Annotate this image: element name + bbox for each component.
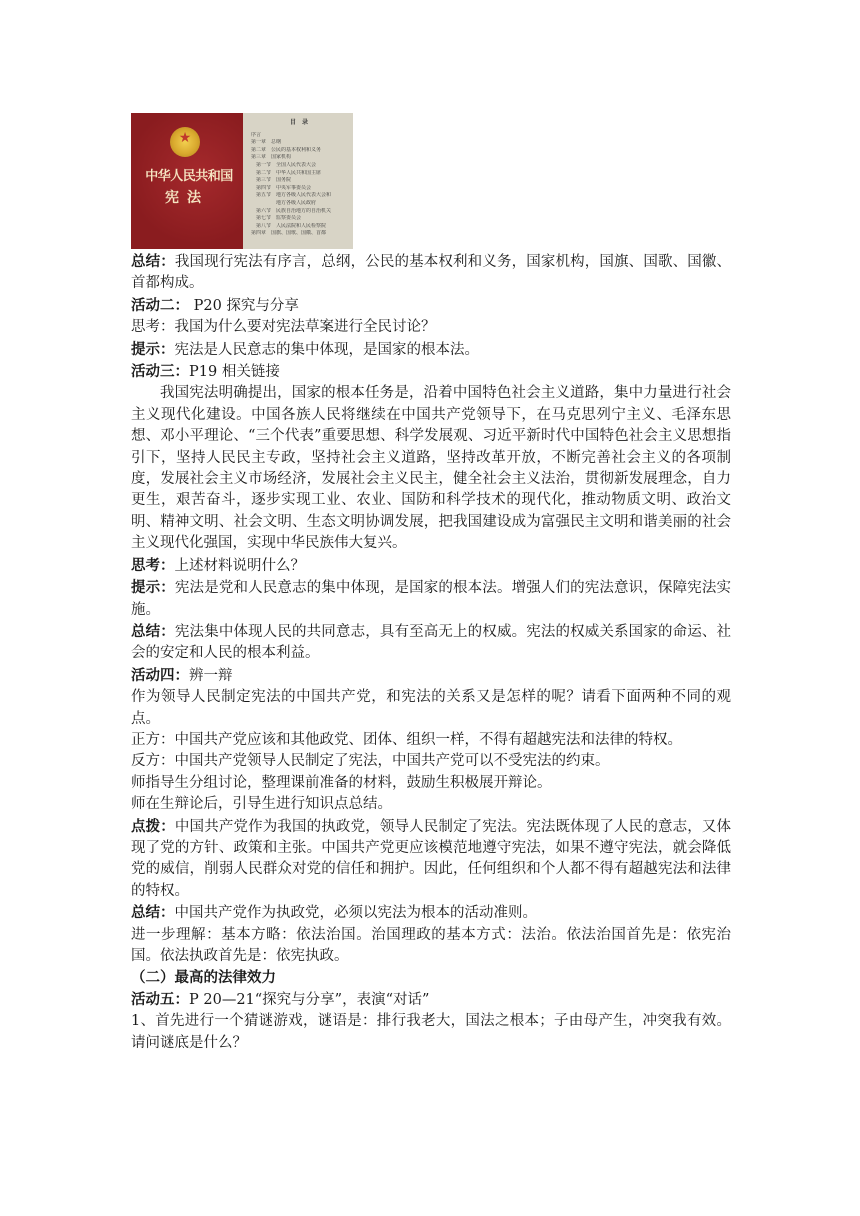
national-emblem-icon: [170, 127, 200, 157]
table-of-contents: [243, 113, 353, 249]
label: 提示：: [131, 340, 175, 358]
text: 我国现行宪法有序言，总纲，公民的基本权利和义务，国家机构，国旗、国歌、国徽、首都构成。: [131, 254, 732, 292]
cover-subtitle: 宪法: [165, 190, 209, 206]
text: P20 探究与分享: [189, 297, 299, 314]
section-heading: （二）最高的法律效力: [131, 969, 276, 987]
document-page: [131, 113, 731, 1054]
text: 中国共产党作为我国的执政党，领导人民制定了宪法。宪法既体现了人民的意志，又体现了党的方针、政策和主张。中国共产党更应该模范地遵守宪法，如果不遵守宪法，就会降低党的威信，削弱人民群众对党的信任和拥护。因此，任何组织和个人都不得有超越宪法和法律的特权。: [131, 818, 732, 899]
text: P 20—21“探究与分享”，表演“对话”: [189, 991, 430, 1008]
think-question-2: [131, 555, 731, 577]
toc-item: 第七节 监察委员会: [256, 215, 302, 222]
toc-item: 第一节 全国人民代表大会: [256, 161, 317, 168]
toc-item: 第五节 地方各级人民代表大会和: [256, 192, 332, 199]
teacher-summary-guidance: 师在生辩论后，引导生进行知识点总结。: [131, 796, 392, 813]
toc-item: 序言: [251, 131, 262, 138]
toc-item: 第二章 公民的基本权利和义务: [251, 146, 322, 153]
further-understanding: 进一步理解：基本方略：依法治国。治国理政的基本方式：法治。依法治国首先是：依宪治国。依法执政首先是：依宪执政。: [131, 926, 731, 964]
debate-question: 作为领导人民制定宪法的中国共产党，和宪法的关系又是怎样的呢？请看下面两种不同的观点。: [131, 689, 731, 727]
toc-item: 第三章 国家机构: [251, 154, 292, 161]
activity-four-heading: [131, 665, 731, 687]
toc-item: 第四节 中央军事委员会: [256, 184, 312, 191]
toc-item: 第一章 总纲: [251, 139, 282, 146]
cover-title: 中华人民共和国: [145, 169, 233, 184]
constitution-image: [131, 113, 353, 249]
activity-two-heading: [131, 295, 731, 317]
activity-three-heading: [131, 361, 731, 383]
label: 总结：: [131, 904, 175, 922]
text: 宪法是党和人民意志的集中体现，是国家的根本法。增强人们的宪法意识，保障宪法实施。: [131, 580, 732, 618]
summary-authority: [131, 621, 731, 665]
hint-2: [131, 577, 731, 621]
toc-item: 第八节 人民法院和人民检察院: [256, 222, 327, 229]
label: 活动五：: [131, 990, 189, 1008]
affirmative-view: 正方：中国共产党应该和其他政党、团体、组织一样，不得有超越宪法和法律的特权。: [131, 731, 682, 748]
label: 总结：: [131, 622, 175, 640]
toc-item: 第三节 国务院: [256, 177, 292, 184]
activity-five-heading: [131, 989, 731, 1011]
summary-structure: [131, 251, 731, 295]
constitution-excerpt: 我国宪法明确提出，国家的根本任务是，沿着中国特色社会主义道路，集中力量进行社会主义现代化建设。中国各族人民将继续在中国共产党领导下，在马克思列宁主义、毛泽东思想、邓小平理论、“三个代表”重要思想、科学发展观、习近平新时代中国特色社会主义思想指引下，坚持人民民主专政，坚持社会主义道路，坚持改革开放，不断完善社会主义的各项制度，发展社会主义市场经济，发展社会主义民主，健全社会主义法治，贯彻新发展理念，自力更生，艰苦奋斗，逐步实现工业、农业、国防和科学技术的现代化，推动物质文明、政治文明、精神文明、社会文明、生态文明协调发展，把我国建设成为富强民主文明和谐美丽的社会主义现代化强国，实现中华民族伟大复兴。: [131, 385, 731, 552]
toc-item: 第四章 国旗、国歌、国徽、首都: [251, 230, 327, 237]
label: 思考：: [131, 556, 175, 574]
label: 点拨：: [131, 817, 175, 835]
riddle-question: 1、首先进行一个猜谜游戏，谜语是：排行我老大，国法之根本；子由母产生，冲突我有效。请问谜底是什么？: [131, 1013, 731, 1051]
label: 活动二：: [131, 296, 189, 314]
text: 中国共产党作为执政党，必须以宪法为根本的活动准则。: [174, 905, 537, 922]
teacher-guidance: 师指导生分组讨论，整理课前准备的材料，鼓励生积极展开辩论。: [131, 774, 552, 791]
label: 提示：: [131, 579, 175, 597]
toc-item: 第六节 民族自治地方的自治机关: [256, 207, 332, 214]
text: P19 相关链接: [189, 364, 280, 381]
text: 宪法集中体现人民的共同意志，具有至高无上的权威。宪法的权威关系国家的命运、社会的安定和人民的根本利益。: [131, 623, 732, 662]
constitution-cover: [131, 113, 243, 249]
text: 辨一辩: [189, 667, 233, 684]
toc-item: 地方各级人民政府: [256, 199, 317, 206]
toc-title: 目 录: [289, 119, 311, 126]
label: 总结：: [131, 253, 175, 270]
think-question-1: 思考：我国为什么要对宪法草案进行全民讨论？: [131, 319, 436, 336]
negative-view: 反方：中国共产党领导人民制定了宪法，中国共产党可以不受宪法的约束。: [131, 753, 610, 770]
toc-item: 第二节 中华人民共和国主席: [256, 169, 322, 176]
key-point: [131, 816, 731, 903]
text: 上述材料说明什么？: [174, 557, 305, 574]
summary-party: [131, 902, 731, 924]
text: 宪法是人民意志的集中体现，是国家的根本法。: [174, 341, 479, 358]
label: 活动四：: [131, 666, 189, 684]
hint-1: [131, 339, 731, 361]
label: 活动三：: [131, 363, 189, 381]
toc-list: [251, 132, 349, 238]
